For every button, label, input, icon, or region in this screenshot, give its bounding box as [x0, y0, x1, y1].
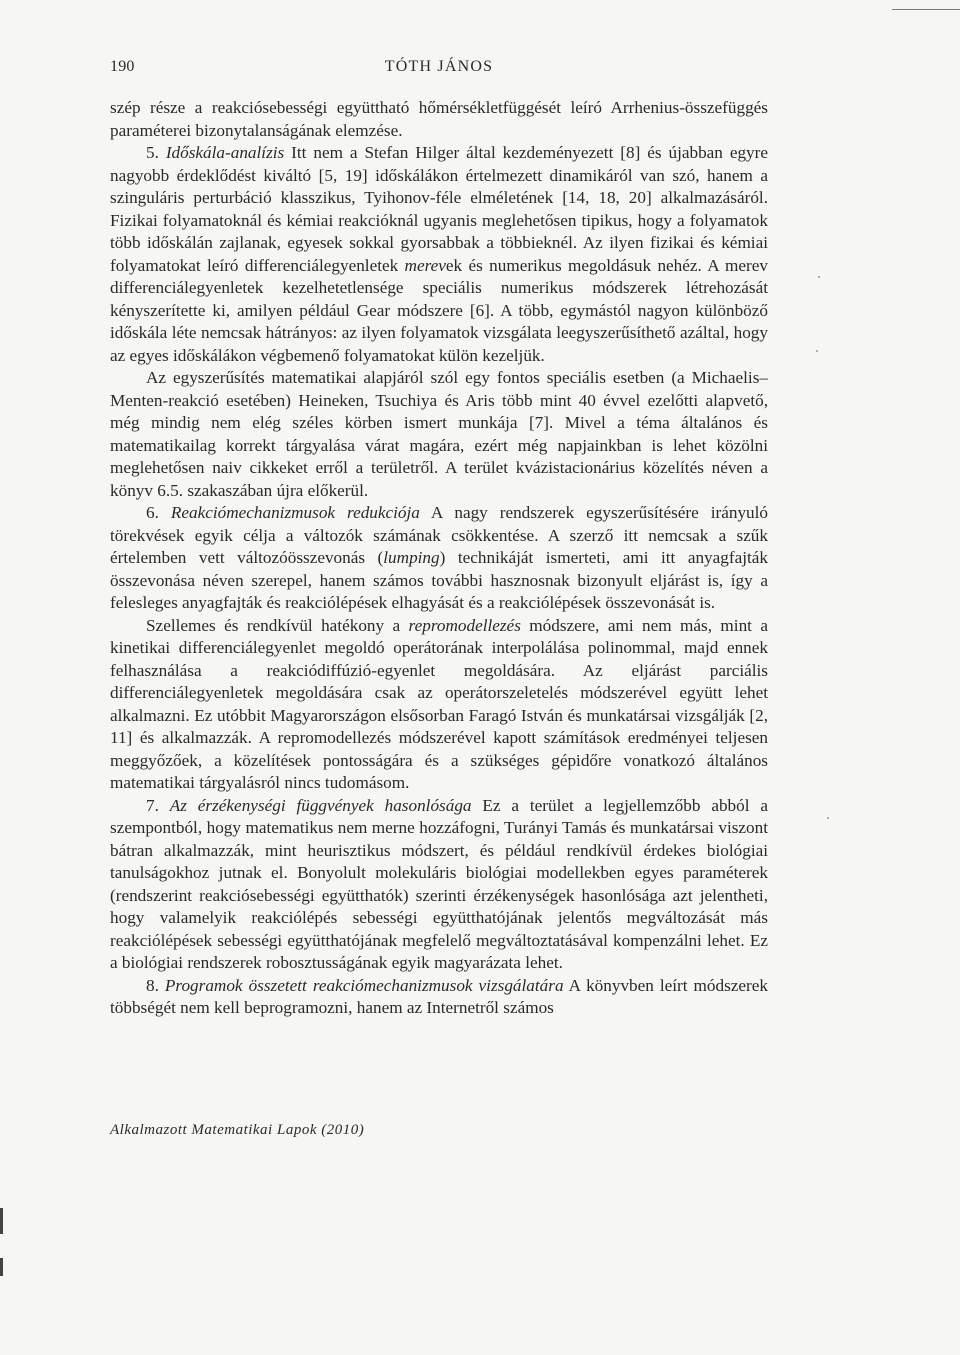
journal-footer: Alkalmazott Matematikai Lapok (2010) [110, 1122, 365, 1138]
paragraph-timescale [110, 142, 768, 367]
paragraph-text: A könyvben leírt módszerek többségét nem kell beprogramozni, hanem az Internetről számos [110, 975, 768, 1017]
scan-edge-line [892, 9, 960, 10]
page-header [110, 58, 768, 82]
scan-speck [818, 276, 820, 278]
article-body [110, 97, 768, 1020]
paragraph-mechanism-reduction [110, 502, 768, 615]
running-head-author: TÓTH JÁNOS [384, 58, 494, 75]
scan-speck [827, 817, 829, 819]
paragraph-repromodelling [110, 615, 768, 795]
item-number: 6. [146, 503, 171, 522]
emphasis-term: merev [404, 255, 446, 275]
item-title: Reakciómechanizmusok redukciója [170, 503, 420, 522]
emphasis-term: lumping [383, 548, 440, 567]
paragraph-text: Az egyszerűsítés matematikai alapjáról szól egy fontos speciális esetben (a Michaelis–Menten-reakció esetében) Heineken, Tsuchiya és Aris több mint 40 évvel ezelőtti alapvető, még mindig nem elég széles körben ismert munkája [7]. Mivel a téma általános és matematikailag korrekt tárgyalása várat magára, ezért még napjainkban is lehet közölni meglehetősen naiv cikkeket erről a területről. A terület kvázistacionárius közelítés néven a könyv 6.5. szakaszában újra előkerül. [110, 368, 768, 500]
emphasis-term: repromodellezés [408, 615, 521, 635]
paragraph-text: Szellemes és rendkívül hatékony a [146, 615, 409, 635]
paragraph-simplification [110, 367, 768, 502]
paragraph-continuation [110, 97, 768, 142]
paragraph-text: Ez a terület a legjellemzőbb abból a szempontból, hogy matematikus nem merne hozzáfogni, Turányi Tamás és munkatársai viszont bátran alkalmazzák, mint heurisztikus módszert, és például rendkívül érdekes biológiai tanulságokhoz jutnak el. Bonyolult molekuláris biológiai modellekben egyes paraméterek (rendszerint reakciósebességi együtthatók) szerinti érzékenységek hasonlósága azt jelentheti, hogy valamelyik reakciólépés sebességi együtthatójának jelentős megváltozását más reakciólépések sebességi együtthatójának megfelelő megváltoztatásával kompenzálni lehet. Ez a biológiai rendszerek robosztusságának egyik magyarázata lehet. [110, 795, 768, 972]
scan-speck [816, 350, 818, 352]
page-number: 190 [110, 58, 135, 75]
item-number: 8. [146, 975, 165, 995]
item-title: Időskála-analízis [165, 143, 285, 162]
paragraph-text: ek és numerikus megoldásuk nehéz. A merev differenciálegyenletek kezelhetetlensége speciális numerikus módszerek létrehozását kényszerítette ki, amilyen például Gear módszere [6]. A több, egymástól nagyon különböző időskála léte nemcsak hátrányos: az ilyen folyamatok vizsgálata leegyszerűsíthető azáltal, hogy az egyes időskálákon végbemenő folyamatokat külön kezeljük. [110, 255, 768, 365]
item-number: 5. [146, 143, 166, 162]
paragraph-text: módszere, ami nem más, mint a kinetikai differenciálegyenlet megoldó operátorának interpolálása polinommal, majd ennek felhasználása a reakciódiffúzió-egyenlet megoldására. Az eljárást parciális differenciálegyenletek megoldására csak az operátorszeletelés módszerével együtt lehet alkalmazni. Ez utóbbit Magyarországon elsősorban Faragó István és munkatársai vizsgálják [2, 11] és alkalmazzák. A repromodellezés módszerével kapott számítások eredményei teljesen meggyőzőek, a közelítések pontosságára és a szükséges gépidőre vonatkozó általános matematikai tárgyalásról nincs tudomásom. [110, 615, 768, 792]
paragraph-text: Itt nem a Stefan Hilger által kezdeményezett [8] és újabban egyre nagyobb érdeklődést kiváltó [5, 19] időskálákon értelmezett dinamikáról van szó, hanem a szinguláris perturbáció klasszikus, Tyihonov-féle elméletének [14, 18, 20] alkalmazásáról. Fizikai folyamatoknál és kémiai reakcióknál ugyanis meglehetősen tipikus, hogy a folyamatok több időskálán zajlanak, egyesek sokkal gyorsabbak a többieknél. Az ilyen fizikai és kémiai folyamatokat leíró differenciálegyenletek [110, 143, 768, 275]
item-title: Az érzékenységi függvények hasonlósága [169, 795, 472, 815]
paragraph-text: A nagy rendszerek egyszerűsítésére irányuló törekvések egyik célja a változók számának csökkentése. A szerző itt nemcsak a szűk értelemben vett változóösszevonás ( [110, 503, 768, 567]
paragraph-programs [110, 975, 768, 1020]
item-title: Programok összetett reakciómechanizmusok vizsgálatára [164, 975, 564, 995]
paragraph-text: szép része a reakciósebességi együttható hőmérsékletfüggését leíró Arrhenius-összefüggés paraméterei bizonytalanságának elemzése. [110, 98, 768, 140]
item-number: 7. [146, 795, 170, 815]
scan-margin-bar [0, 1208, 3, 1234]
scan-margin-bar [0, 1258, 3, 1276]
paragraph-text: ) technikáját ismerteti, ami itt anyagfajták összevonása néven szerepel, hanem számos további hasznosnak bizonyult eljárást is, így a felesleges anyagfajták és reakciólépések elhagyását és a reakciólépések összevonását is. [110, 548, 768, 612]
paragraph-sensitivity [110, 795, 768, 975]
